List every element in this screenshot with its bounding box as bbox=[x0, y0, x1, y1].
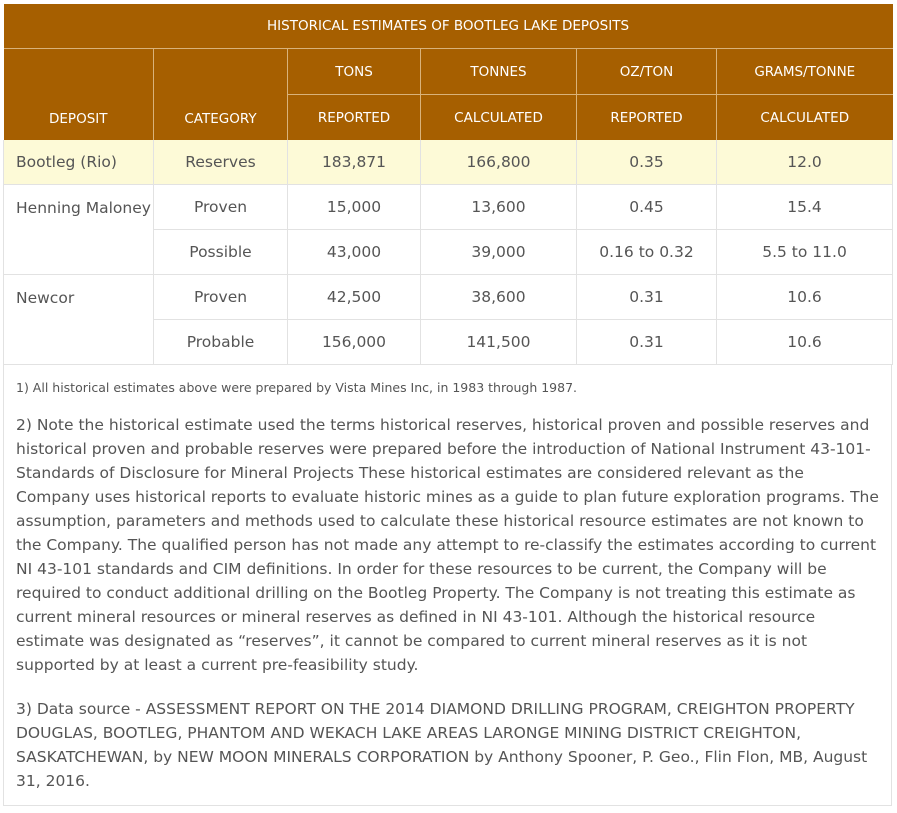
category-cell: Reserves bbox=[154, 140, 288, 185]
tons-cell: 156,000 bbox=[288, 320, 421, 365]
tons-cell: 42,500 bbox=[288, 275, 421, 320]
tonnes-cell: 13,600 bbox=[421, 185, 577, 230]
header-tonnes: TONNES bbox=[421, 49, 577, 95]
oz-ton-cell: 0.16 to 0.32 bbox=[577, 230, 717, 275]
grams-tonne-cell: 10.6 bbox=[717, 320, 893, 365]
header-tons-reported: REPORTED bbox=[288, 95, 421, 141]
category-cell: Proven bbox=[154, 275, 288, 320]
oz-ton-cell: 0.31 bbox=[577, 320, 717, 365]
footnote-1: 1) All historical estimates above were prepared by Vista Mines Inc, in 1983 through 1987. bbox=[16, 380, 578, 395]
grams-tonne-cell: 10.6 bbox=[717, 275, 893, 320]
table-row bbox=[4, 275, 893, 320]
header-grams-tonne: GRAMS/TONNE bbox=[717, 49, 893, 95]
tons-cell: 43,000 bbox=[288, 230, 421, 275]
deposit-cell: Newcor bbox=[4, 275, 154, 365]
header-deposit: DEPOSIT bbox=[4, 49, 154, 141]
header-oz-ton: OZ/TON bbox=[577, 49, 717, 95]
grams-tonne-cell: 12.0 bbox=[717, 140, 893, 185]
footnote-3: 3) Data source - ASSESSMENT REPORT ON THE 2014 DIAMOND DRILLING PROGRAM, CREIGHTON PROPERTY DOUGLAS, BOOTLEG, PHANTOM AND WEKACH LAKE AREAS LARONGE MINING DISTRICT CREIGHTON, SASKATCHEWAN, by NEW MOON MINERALS CORPORATION by Anthony Spooner, P. Geo., Flin Flon, MB, August 31, 2016. bbox=[16, 700, 868, 790]
notes-section bbox=[3, 365, 892, 806]
tonnes-cell: 166,800 bbox=[421, 140, 577, 185]
tonnes-cell: 39,000 bbox=[421, 230, 577, 275]
estimates-section bbox=[3, 4, 892, 806]
category-cell: Possible bbox=[154, 230, 288, 275]
oz-ton-cell: 0.45 bbox=[577, 185, 717, 230]
header-grams-calculated: CALCULATED bbox=[717, 95, 893, 141]
tons-cell: 15,000 bbox=[288, 185, 421, 230]
tonnes-cell: 141,500 bbox=[421, 320, 577, 365]
grams-tonne-cell: 15.4 bbox=[717, 185, 893, 230]
table-row bbox=[4, 140, 893, 185]
oz-ton-cell: 0.35 bbox=[577, 140, 717, 185]
header-tons: TONS bbox=[288, 49, 421, 95]
deposit-cell: Henning Maloney bbox=[4, 185, 154, 275]
tons-cell: 183,871 bbox=[288, 140, 421, 185]
deposit-cell: Bootleg (Rio) bbox=[4, 140, 154, 185]
header-oz-reported: REPORTED bbox=[577, 95, 717, 141]
table-title: HISTORICAL ESTIMATES OF BOOTLEG LAKE DEPOSITS bbox=[4, 4, 893, 49]
header-tonnes-calculated: CALCULATED bbox=[421, 95, 577, 141]
category-cell: Probable bbox=[154, 320, 288, 365]
footnote-2: 2) Note the historical estimate used the terms historical reserves, historical proven and possible reserves and historical proven and probable reserves were prepared before the introduction of National Instrument 43-101-Standards of Disclosure for Mineral Projects These historical estimates are considered relevant as the Company uses historical reports to evaluate historic mines as a guide to plan future exploration programs. The assumption, parameters and methods used to calculate these historical resource estimates are not known to the Company. The qualified person has not made any attempt to re-classify the estimates according to current NI 43-101 standards and CIM definitions. In order for these resources to be current, the Company will be required to conduct additional drilling on the Bootleg Property. The Company is not treating this estimate as current mineral resources or mineral reserves as defined in NI 43-101. Although the historical resource estimate was designated as “reserves”, it cannot be compared to current mineral reserves as it is not supported by at least a current pre-feasibility study. bbox=[16, 416, 879, 674]
category-cell: Proven bbox=[154, 185, 288, 230]
historical-estimates-table bbox=[3, 4, 893, 365]
table-row bbox=[4, 185, 893, 230]
grams-tonne-cell: 5.5 to 11.0 bbox=[717, 230, 893, 275]
tonnes-cell: 38,600 bbox=[421, 275, 577, 320]
oz-ton-cell: 0.31 bbox=[577, 275, 717, 320]
header-category: CATEGORY bbox=[154, 49, 288, 141]
